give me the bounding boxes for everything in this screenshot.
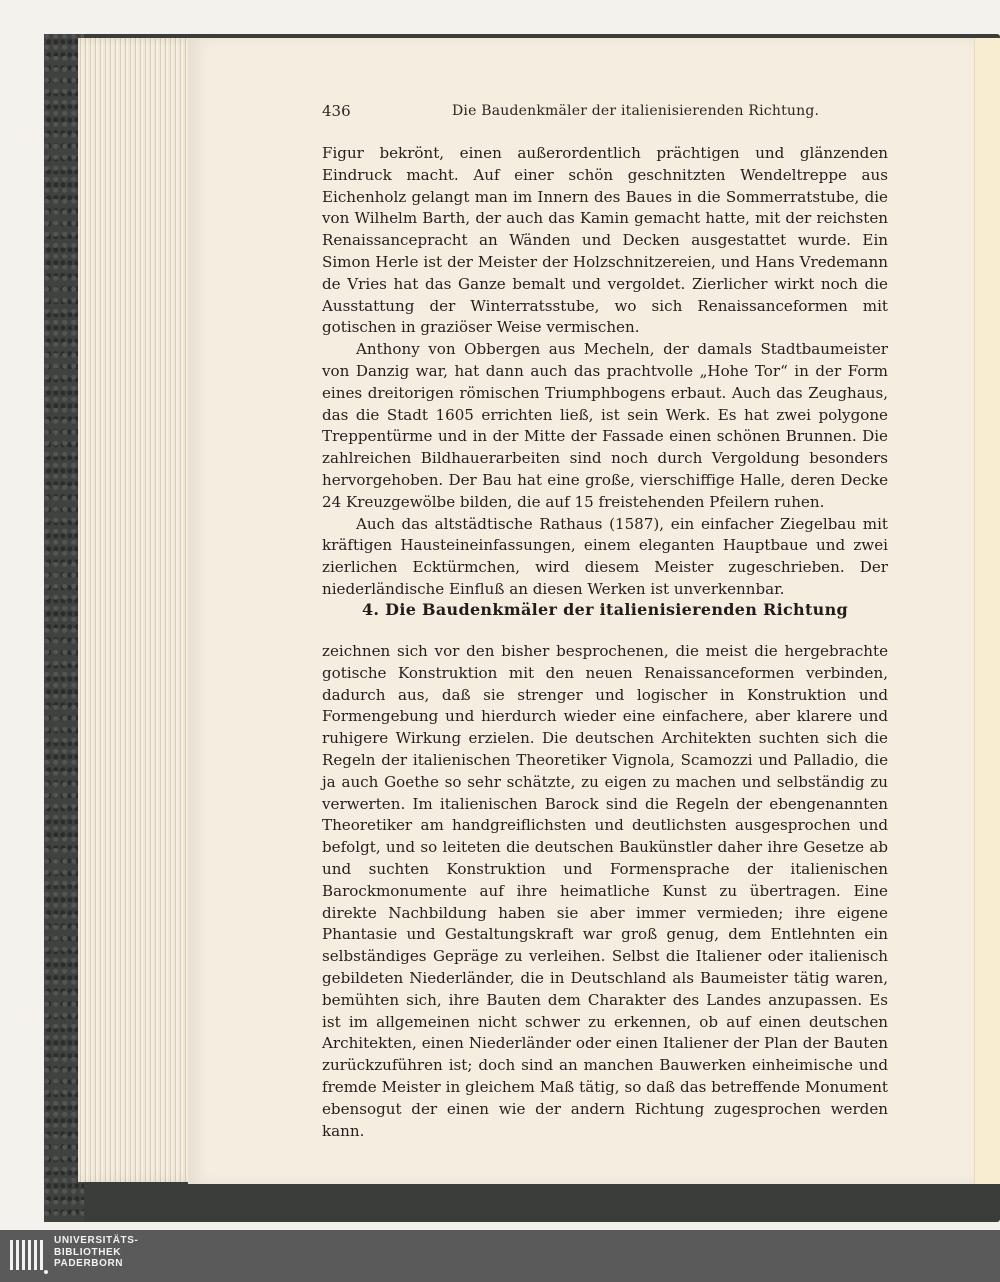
footer-bar xyxy=(0,1230,1000,1282)
logo-line: BIBLIOTHEK xyxy=(54,1246,122,1258)
body-text-lower xyxy=(322,641,888,1142)
facing-page-edge xyxy=(974,38,1000,1184)
page-edges xyxy=(78,38,198,1182)
paragraph: Anthony von Obbergen aus Mecheln, der damals Stadtbaumeister von Danzig war, hat dann auch das prachtvolle „Hohe Tor“ in der Form eines dreitorigen römischen Triumphbogens erbaut. Auch das Zeughaus, das die Stadt 1605 errichten ließ, ist sein Werk. Es hat zwei polygone Treppentürme und in der Mitte der Fassade einen schönen Brunnen. Die zahlreichen Bildhauerarbeiten sind noch durch Vergoldung besonders hervorgehoben. Der Bau hat eine große, vierschiffige Halle, deren Decke 24 Kreuzgewölbe bilden, die auf 15 freistehenden Pfeilern ruhen. xyxy=(322,340,888,511)
library-logo-icon xyxy=(8,1236,48,1276)
library-logo-text xyxy=(54,1235,138,1270)
body-text-upper xyxy=(322,143,888,601)
paragraph: Auch das altstädtische Rathaus (1587), ein einfacher Ziegelbau mit kräftigen Hausteineinfassungen, einem eleganten Hauptbaue und zwei zierlichen Ecktürmchen, wird diesem Meister zugeschrieben. Der niederländische Einfluß an diesen Werken ist unverkennbar. xyxy=(322,514,888,598)
page-header xyxy=(322,102,888,126)
logo-line: PADERBORN xyxy=(54,1258,124,1269)
page-number: 436 xyxy=(322,102,351,120)
running-head: Die Baudenkmäler der italienisierenden Richtung. xyxy=(452,103,820,119)
logo-line: UNIVERSITÄTS- xyxy=(54,1235,139,1246)
paragraph: zeichnen sich vor den bisher besprochenen, die meist die hergebrachte gotische Konstruktion mit den neuen Renaissanceformen verbinden, dadurch aus, daß sie strenger und logischer in Konstruktion und Formengebung und hierdurch wieder eine einfachere, aber klarere und ruhigere Wirkung erzielen. Die deutschen Architekten suchten sich die Regeln der italienischen Theoretiker Vignola, Scamozzi und Palladio, die ja auch Goethe so sehr schätzte, zu eigen zu machen und selbständig zu verwerten. Im italienischen Barock sind die Regeln der ebengenannten Theoretiker am handgreiflichsten und deutlichsten ausgesprochen und befolgt, und so leiteten die deutschen Baukünstler daher ihre Gesetze ab und suchten Konstruktion und Formensprache der italienischen Barockmonumente auf ihre heimatliche Kunst zu übertragen. Eine direkte Nachbildung haben sie aber immer vermieden; ihre eigene Phantasie und Gestaltungskraft war groß genug, dem Entlehnten ein selbständiges Gepräge zu verleihen. Selbst die Italiener oder italienisch gebildeten Niederländer, die in Deutschland als Baumeister tätig waren, bemühten sich, ihre Bauten dem Charakter des Landes anzupassen. Es ist im allgemeinen nicht schwer zu erkennen, ob auf einen deutschen Architekten, einen Niederländer oder einen Italiener der Plan der Bauten zurückzuführen ist; doch sind an manchen Bauwerken einheimische und fremde Meister in gleichem Maß tätig, so daß das betreffende Monument ebensogut der einen wie der andern Richtung zugesprochen werden kann. xyxy=(322,642,888,1140)
paragraph: Figur bekrönt, einen außerordentlich prächtigen und glänzenden Eindruck macht. Auf einer schön geschnitzten Wendeltreppe aus Eichenholz gelangt man im Innern des Baues in die Sommerratstube, die von Wilhelm Barth, der auch das Kamin gemacht hatte, mit der reichsten Renaissancepracht an Wänden und Decken ausgestattet wurde. Ein Simon Herle ist der Meister der Holzschnitzereien, und Hans Vredemann de Vries hat das Ganze bemalt und vergoldet. Zierlicher wirkt noch die Ausstattung der Winterratsstube, wo sich Renaissanceformen mit gotischen in graziöser Weise vermischen. xyxy=(322,144,888,337)
section-heading: 4. Die Baudenkmäler der italienisierenden Richtung xyxy=(361,600,849,619)
